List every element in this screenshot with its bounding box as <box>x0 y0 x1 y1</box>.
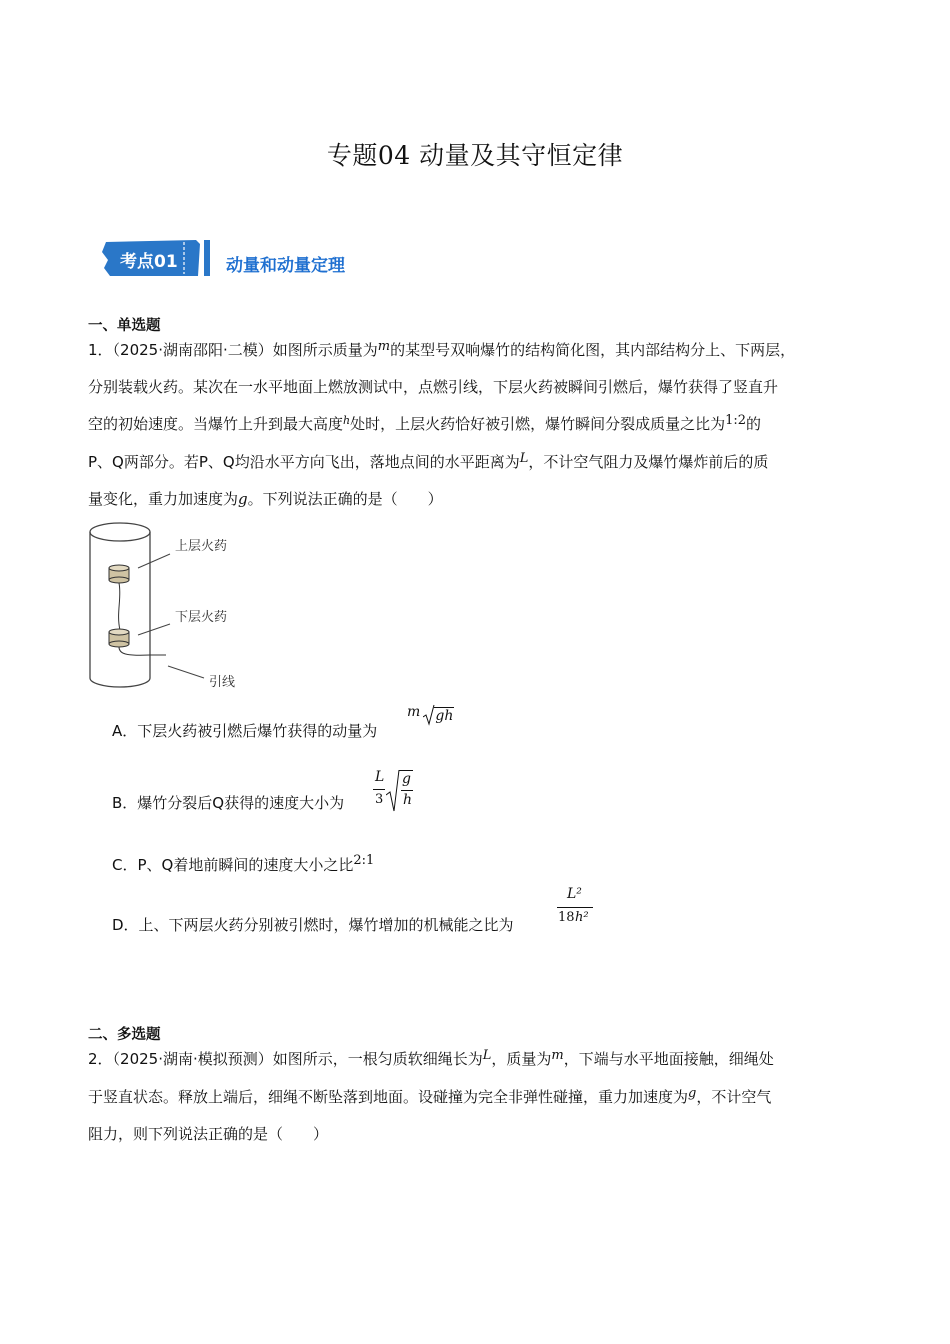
option-b[interactable] <box>112 792 344 813</box>
option-d-formula <box>556 886 600 932</box>
q2-line-3: 阻力，则下列说法正确的是（ ） <box>88 1125 329 1143</box>
q2-line-2 <box>88 1086 771 1107</box>
topic-heading: 动量和动量定理 <box>226 256 345 276</box>
var-L: L <box>519 451 529 466</box>
q2-text: ，下端与水平地面接触，细绳处 <box>563 1050 774 1068</box>
q1-line-2: 分别装载火药。某次在一水平地面上燃放测试中，点燃引线，下层火药被瞬间引燃后，爆竹获得了竖直升 <box>88 378 779 396</box>
q2-text: 于竖直状态。释放上端后，细绳不断坠落到地面。设碰撞为完全非弹性碰撞，重力加速度为 <box>88 1088 689 1106</box>
radical-denominator: h <box>403 792 413 808</box>
q1-text: 。下列说法正确的是（ ） <box>247 490 443 508</box>
label-fuse: 引线 <box>209 675 236 690</box>
q2-line-1 <box>88 1048 774 1069</box>
q1-line-1 <box>88 339 795 360</box>
var-L: L <box>482 1048 492 1063</box>
fraction-denominator-num: 18 <box>558 910 575 925</box>
sqrt-sign <box>386 769 400 813</box>
topic-badge <box>100 238 212 278</box>
fraction-numerator: L <box>375 769 385 785</box>
section-single-choice: 一、单选题 <box>88 318 161 334</box>
option-a[interactable] <box>112 720 377 741</box>
var-m: m <box>407 704 421 720</box>
option-d-text: D．上、下两层火药分别被引燃时，爆竹增加的机械能之比为 <box>112 916 514 934</box>
var-h: h <box>343 414 351 427</box>
q1-text: 空的初始速度。当爆竹上升到最大高度 <box>88 415 344 433</box>
q2-text: ，质量为 <box>491 1050 552 1068</box>
fraction-numerator: L² <box>567 886 582 902</box>
q1-line-3 <box>88 413 761 434</box>
option-d[interactable] <box>112 914 514 935</box>
option-b-text: B．爆竹分裂后Q获得的速度大小为 <box>112 794 345 812</box>
q1-text: 的某型号双响爆竹的结构简化图，其内部结构分上、下两层， <box>390 341 796 359</box>
var-g: g <box>238 490 248 508</box>
radical-numerator: g <box>402 771 411 787</box>
option-c-text: C．P、Q着地前瞬间的速度大小之比 <box>112 856 354 874</box>
option-a-text: A．下层火药被引燃后爆竹获得的动量为 <box>112 722 378 740</box>
var-m: m <box>551 1048 564 1063</box>
var-g: g <box>688 1086 697 1101</box>
page-title: 专题04 动量及其守恒定律 <box>326 141 624 170</box>
q1-line-4 <box>88 451 768 472</box>
q1-text: 量变化，重力加速度为 <box>88 490 239 508</box>
fraction-denominator-var: h² <box>575 910 589 925</box>
fraction-bar <box>557 907 593 908</box>
q1-text: 1．（2025·湖南邵阳·二模）如图所示质量为 <box>88 341 378 359</box>
firecracker-diagram <box>86 518 256 692</box>
q1-line-5 <box>88 488 443 509</box>
fraction-denominator: 3 <box>375 792 384 807</box>
label-lower-charge: 下层火药 <box>175 610 228 625</box>
fraction-bar <box>373 789 385 790</box>
q2-text: ，不计空气 <box>696 1088 772 1106</box>
label-upper-charge: 上层火药 <box>175 539 228 554</box>
q1-text: 的 <box>746 415 762 433</box>
ratio-value: 1:2 <box>725 413 747 428</box>
radicand: gh <box>435 708 454 724</box>
option-c[interactable] <box>112 854 374 875</box>
fraction-bar <box>401 790 413 791</box>
badge-label: 考点01 <box>120 252 178 272</box>
q2-text: 2．（2025·湖南·模拟预测）如图所示，一根匀质软细绳长为 <box>88 1050 483 1068</box>
option-a-formula <box>407 704 454 726</box>
section-multi-choice: 二、多选题 <box>88 1027 161 1043</box>
firecracker-figure <box>86 518 256 692</box>
ratio-value: 2:1 <box>353 853 375 868</box>
option-b-formula <box>372 769 422 815</box>
q1-text: ，不计空气阻力及爆竹爆炸前后的质 <box>528 453 769 471</box>
var-m: m <box>377 339 391 354</box>
q1-text: P、Q两部分。若P、Q均沿水平方向飞出，落地点间的水平距离为 <box>88 453 520 471</box>
q1-text: 处时，上层火药恰好被引燃，爆竹瞬间分裂成质量之比为 <box>350 415 726 433</box>
